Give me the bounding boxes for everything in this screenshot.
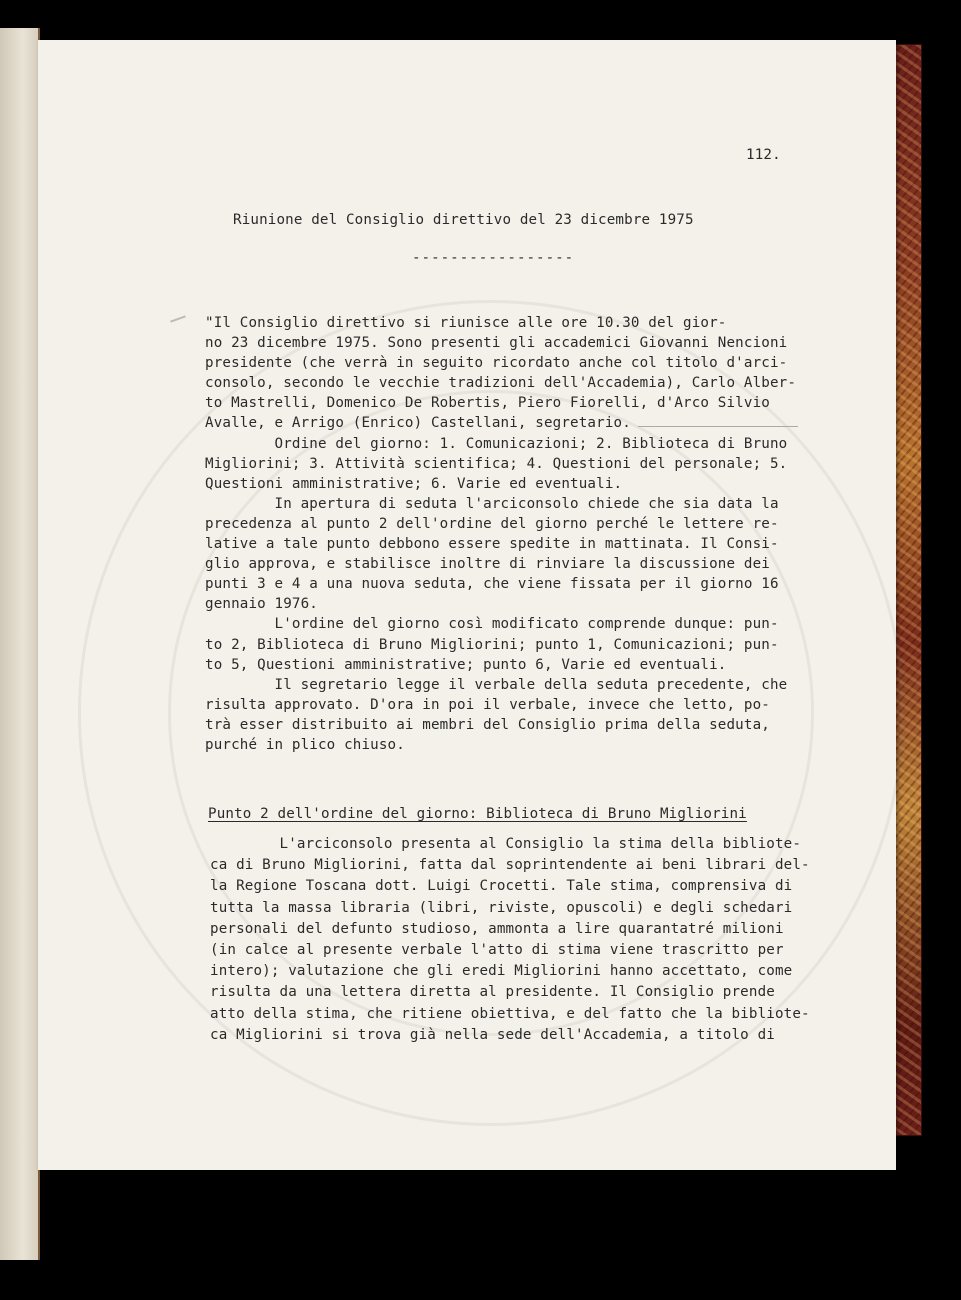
facing-page-edge bbox=[0, 28, 40, 1260]
text-line: Ordine del giorno: 1. Comunicazioni; 2. Biblioteca di Bruno bbox=[205, 435, 788, 452]
text-line: Migliorini; 3. Attività scientifica; 4. Questioni del personale; 5. bbox=[205, 455, 788, 472]
text-line: ca Migliorini si trova già nella sede dell'Accademia, a titolo di bbox=[210, 1026, 775, 1043]
text-line: (in calce al presente verbale l'atto di stima viene trascritto per bbox=[210, 942, 784, 959]
text-line: L'arciconsolo presenta al Consiglio la stima della bibliote- bbox=[210, 836, 802, 852]
text-line: trà esser distribuito ai membri del Consiglio prima della seduta, bbox=[205, 716, 770, 733]
text-line: risulta approvato. D'ora in poi il verbale, invece che letto, po- bbox=[205, 696, 770, 713]
text-line: Il segretario legge il verbale della seduta precedente, che bbox=[205, 676, 788, 693]
text-line: presidente (che verrà in seguito ricordato anche col titolo d'arci- bbox=[205, 355, 788, 372]
text-line: precedenza al punto 2 dell'ordine del giorno perché le lettere re- bbox=[205, 515, 779, 532]
text-line: purché in plico chiuso. bbox=[205, 736, 405, 753]
section-2-heading: Punto 2 dell'ordine del giorno: Biblioteca di Bruno Migliorini bbox=[208, 806, 747, 822]
text-line: risulta da una lettera diretta al presidente. Il Consiglio prende bbox=[210, 984, 775, 1001]
text-line: gennaio 1976. bbox=[205, 596, 318, 613]
text-line: to Mastrelli, Domenico De Robertis, Piero Fiorelli, d'Arco Silvio bbox=[205, 395, 770, 412]
text-line: no 23 dicembre 1975. Sono presenti gli accademici Giovanni Nencioni bbox=[205, 335, 788, 352]
text-line: personali del defunto studioso, ammonta a lire quarantatré milioni bbox=[210, 920, 784, 937]
text-line: ca di Bruno Migliorini, fatta dal soprintendente ai beni librari del- bbox=[210, 857, 810, 874]
text-line: In apertura di seduta l'arciconsolo chiede che sia data la bbox=[205, 495, 779, 512]
section-1-body bbox=[205, 313, 796, 755]
text-line: la Regione Toscana dott. Luigi Crocetti. Tale stima, comprensiva di bbox=[210, 878, 793, 895]
text-line: L'ordine del giorno così modificato comprende dunque: pun- bbox=[205, 616, 779, 633]
text-line: Questioni amministrative; 6. Varie ed eventuali. bbox=[205, 475, 623, 492]
text-line: Avalle, e Arrigo (Enrico) Castellani, segretario. bbox=[205, 415, 631, 432]
text-line: to 5, Questioni amministrative; punto 6, Varie ed eventuali. bbox=[205, 656, 727, 673]
text-line: lative a tale punto debbono essere spedite in mattinata. Il Consi- bbox=[205, 536, 779, 553]
text-line: atto della stima, che ritiene obiettiva, e del fatto che la bibliote- bbox=[210, 1005, 810, 1022]
text-line: glio approva, e stabilisce inoltre di rinviare la discussione dei bbox=[205, 556, 770, 573]
text-line: to 2, Biblioteca di Bruno Migliorini; punto 1, Comunicazioni; pun- bbox=[205, 636, 779, 653]
title-underline-dashes: ----------------- bbox=[412, 250, 575, 266]
text-line: tutta la massa libraria (libri, riviste, opuscoli) e degli schedari bbox=[210, 899, 793, 916]
section-2-body bbox=[210, 834, 810, 1046]
document-title: Riunione del Consiglio direttivo del 23 dicembre 1975 bbox=[233, 212, 694, 228]
page-number: 112. bbox=[746, 147, 781, 163]
text-line: "Il Consiglio direttivo si riunisce alle ore 10.30 del gior- bbox=[205, 315, 727, 331]
text-line: intero); valutazione che gli eredi Migliorini hanno accettato, come bbox=[210, 963, 793, 980]
text-line: consolo, secondo le vecchie tradizioni dell'Accademia), Carlo Alber- bbox=[205, 375, 797, 392]
text-line: punti 3 e 4 a una nuova seduta, che viene fissata per il giorno 16 bbox=[205, 576, 779, 593]
